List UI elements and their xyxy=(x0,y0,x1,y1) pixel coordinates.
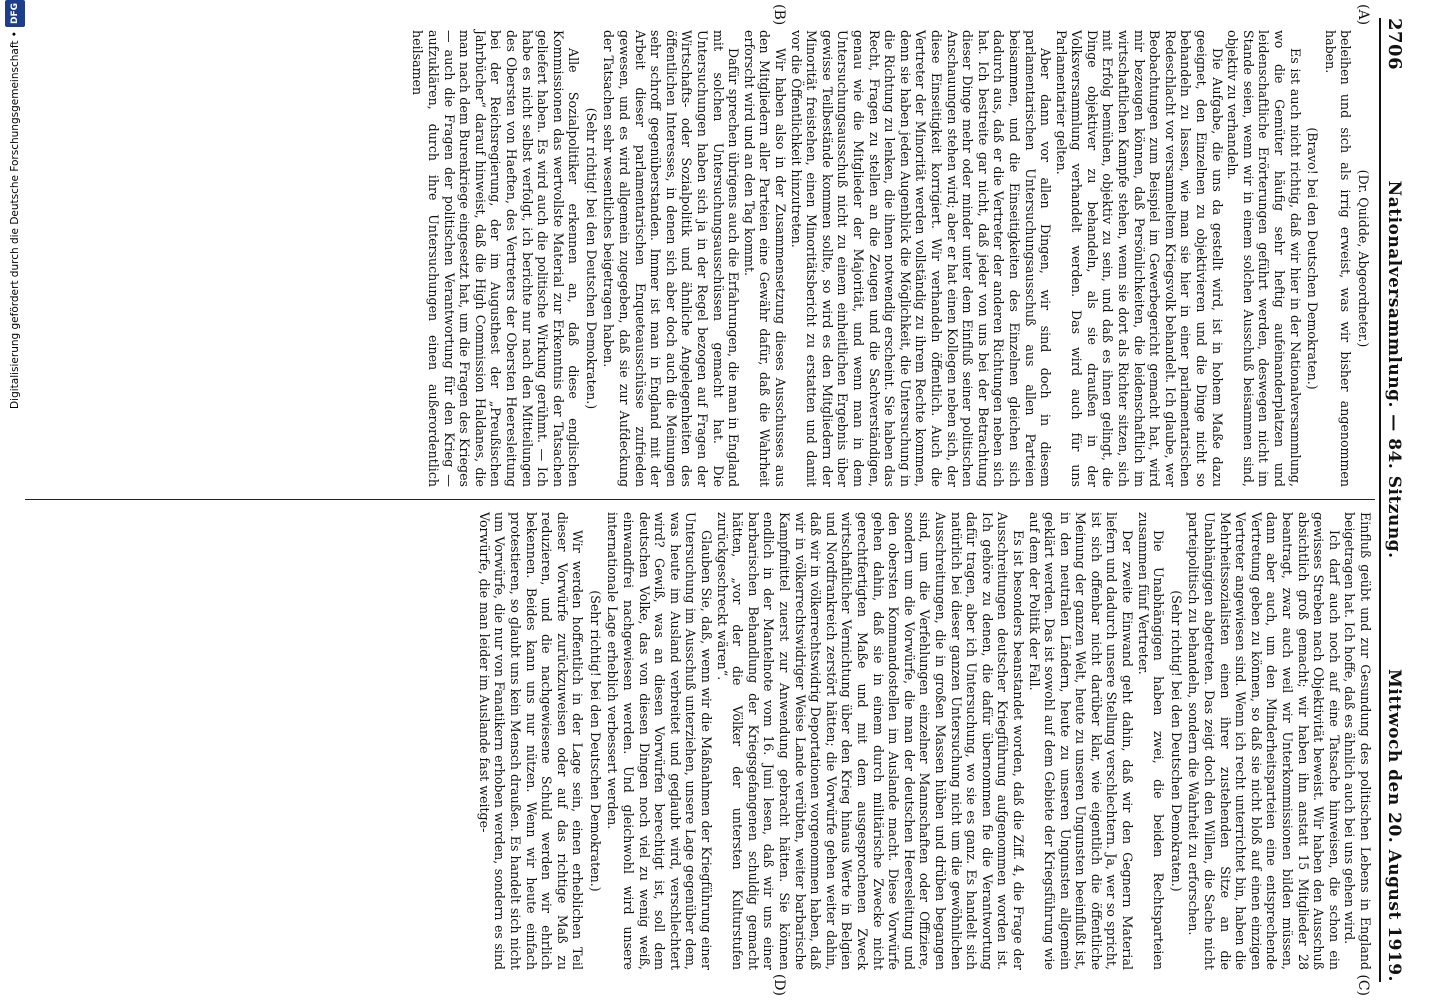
left-column xyxy=(25,18,1375,500)
interjection: (Sehr richtig! bei den Deutschen Demokraten.) xyxy=(587,590,603,892)
paragraph: Glauben Sie, daß, wenn wir die Maßnahmen der Kriegführung einer Untersuchung im Ausschuß unterziehen, unsere Lage gegenüber dem, was heute im Ausland verbreitet und geglaubt wird, verschlechtert wird? Gewiß, was an diesen Vorwürfen berechtigt ist, soll dem deutschen Volke, das von diesen Dingen noch viel zu wenig weiß, einwandfrei nachgewiesen werden. Und gleichwohl wird unsere internationale Lage erheblich verbessert werden. xyxy=(605,512,715,970)
speaker-line: (Dr. Quidde, Abgeordneter.) xyxy=(1356,169,1371,348)
paragraph: Wir werden hoffentlich in der Lage sein, einen erheblichen Teil dieser Vorwürfe zurückzuweisen oder auf das richtige Maß zu reduzieren, und die nachgewiesene Schuld werden wir ehrlich bekennen. Beides kann uns nur nützen. Wenn wir heute einfach protestieren, so glaubt uns kein Mensch draußen. Es handelt sich nicht um Vorwürfe, die nur von Fanatikern erhoben werden, sondern es sind Vorwürfe, die man leider im Auslande fast weitge- xyxy=(476,512,586,970)
paragraph: Alle Sozialpolitiker erkennen an, daß diese englischen Kommissionen das wertvollste Material zur Erkenntnis der Tatsachen geliefert haben. Es wird auch die politische Wirkung gerühmt. — Ich habe es nicht selbst verfolgt, ich berichte nur nach den Mitteilungen des Obersten von Haeften, des Vertreters der Obersten Heeresleitung bei der Reichsregierung, der im Augusthest der „Preußischen Jahrbücher“ darauf hinweist, daß die High Commission Haldanes, die man nach dem Burenkriege eingesetzt hat, um die Fragen des Krieges — auch die Fragen der politischen Verantwortung für den Krieg — aufzuklären, durch ihre Untersuchungen einen außerordentlich heilsamen xyxy=(410,30,582,487)
interjection: (Bravo! bei den Deutschen Demokraten.) xyxy=(1305,127,1321,390)
page-title: Nationalversammlung. — 84. Sitzung. xyxy=(1384,180,1404,559)
dfg-logo: DFG xyxy=(5,0,25,27)
interjection: (Sehr richtig! bei den Deutschen Demokraten.) xyxy=(1168,590,1184,892)
paragraph: Es ist besonders beanstandet worden, daß die Ziff. 4, die Frage der Ausschreitungen deutscher Kriegführung aufgenommen worden ist. Ich gehöre zu denen, die dafür übernommen fie die Verantwortung dafür tragen, aber ich Untersuchung, wo sie es ganz. Es handelt sich natürlich bei dieser ganzen Untersuchung nicht um die gewöhnlichen Ausschreitungen, die in großen Massen hüben und drüben begangen sind, um die Verfehlungen einzelner Mannschaften oder Offiziere, sondern um die Vorwürfe, die man der deutschen Heeresleitung und den obersten Kommandostellen im Auslande macht. Diese Vorwürfe gehen dahin, daß sie in einem durch militärische Zwecke nicht gerechtfertigten Maße und mit dem ausgesprochenen Zweck wirtschaftlicher Vernichtung über den Krieg hinaus Werte in Belgien und Nordfrankreich zerstört hätten; die Vorwürfe gehen weiter dahin, daß wir in völkerrechtswidrig Deportationen vorgenommen haben, daß wir in völkerrechtswidriger Weise Lande verübten, weiter barbarische Kampfmittel zuerst zur Anwendung gebracht hätten. Sie können endlich in der Mantelnote vom 16. Juni lesen, daß wir uns einer barbarischen Behandlung der Kriegsgefangenen schuldig gemacht hätten, „vor der die Völker der untersten Kulturstufen zurückgeschreckt wären“. xyxy=(714,512,1026,970)
page-number: 2706 xyxy=(1384,18,1405,71)
digitization-credit xyxy=(6,0,24,994)
document-page xyxy=(14,0,1418,1000)
page-date: Mittwoch den 20. August 1919. xyxy=(1384,669,1404,982)
paragraph: Die Aufgabe, die uns da gestellt wird, ist in hohem Maße dazu geeignet, den Einzelnen zu objektivieren und die Dinge nicht so behandeln zu lassen, wie man sie hier in einer parlamentarischen Redeschlacht vor versammeltem Kriegsvolk behandelt. Ich glaube, wer Beobachtungen zum Beispiel im Gewerbegericht gemacht hat, wird mir bezeugen können, daß Persönlichkeiten, die leidenschaftlich im wirtschaftlichen Kampfe stehen, wenn sie dort als Richter sitzen, sich mit Erfolg bemühen, objektiv zu sein, und daß es ihnen gelingt, die Dinge objektiver zu behandeln, als sie draußen in der Volksversammlung verhandelt werden. Das wird auch für uns Parlamentarier gelten. xyxy=(1053,30,1225,487)
paragraph: Einfluß geübt und zur Gesundung des politischen Lebens in England beigetragen hat. Ich hoffe, daß es ähnlich auch bei uns gehen wird. xyxy=(1342,512,1373,970)
paragraph: Dafür sprechen übrigens auch die Erfahrungen, die man in England mit solchen Untersuchungsausschüssen gemacht hat. Die Untersuchungen haben sich ja in der Regel bezogen auf Fragen der Wirtschafts- oder Sozialpolitik und ähnliche Angelegenheiten des öffentlichen Interesses, in denen sich aber doch auch die Meinungen sehr schroff gegenüberstanden. Immer ist man in England mit der Arbeit dieser parlamentarischen Enqueteausschüsse zufrieden gewesen, und es wird allgemein zugegeben, daß sie zur Aufdeckung der Tatsachen sehr wesentliches beigetragen haben. xyxy=(601,30,742,487)
paragraph: Aber dann vor allen Dingen, wir sind doch in diesem parlamentarischen Untersuchungsausschuß aus allen Parteien beisammen, und die Einseitigkeiten des Einzelnen gleichen sich dadurch aus, daß er die Vertreter der anderen Richtungen neben sich hat. Ich bestreite gar nicht, daß jeder von uns bei der Betrachtung dieser Dinge mehr oder minder unter dem Einfluß seiner politischen Anschauungen stehen wird; aber er hat einen Kollegen neben sich, der diese Einseitigkeit korrigiert. Wir verhandeln öffentlich. Auch die Vertreter der Minorität werden vollständig zu ihrem Rechte kommen, denn sie haben jeden Augenblick die Möglichkeit, die Untersuchung in die Richtung zu lenken, die ihnen notwendig erscheint. Sie haben das Recht, Fragen zu stellen an die Zeugen und die Sachverständigen, genau wie die Mitglieder der Majorität, und wenn man in dem Untersuchungsausschuß nicht zu einem einheitlichen Ergebnis über gewisse Teilbestände kommen sollte, so wird es den Mitgliedern der Minorität freistehen, einen Minoritätsbericht zu erstatten und damit vor die Öffentlichkeit hinzutreten. xyxy=(788,30,1054,487)
credit-text: Digitalisierung gefördert durch die Deutsche Forschungsgemeinschaft • xyxy=(9,31,21,409)
margin-marker-d: (D) xyxy=(771,973,787,996)
paragraph: Der zweite Einwand geht dahin, daß wir den Gegnern Material liefern und dadurch unsere Stellung verschlechtern. Ja, wer so spricht, ist sich offenbar nicht darüber klar, wie eigentlich die öffentliche Meinung der ganzen Welt, heute zu unseren Ungunsten beeinflußt ist, in den neutralen Ländern, heute zu unseren Ungunsten allgemein geklärt werden. Das ist sowohl auf dem Gebiete der Kriegsführung wie auf dem der Politik der Fall. xyxy=(1026,512,1136,970)
paragraph: Wir haben also in der Zusammensetzung dieses Ausschusses aus den Mitgliedern aller Parteien eine Gewähr dafür, daß die Wahrheit erforscht wird und an den Tag kommt. xyxy=(741,30,789,487)
paragraph: Es ist auch nicht richtig, daß wir hier in der Nationalversammlung, wo die Gemüter häufig sehr heftig aufeinanderplatzen und leidenschaftliche Erörterungen geführt werden, deswegen nicht im Stande seien, wenn wir in einem solchen Ausschuß beisammen sind, objektiv zu verhandeln. xyxy=(1225,30,1303,487)
paragraph: Ich darf auch noch auf eine Tatsache hinweisen, die schon ein gewisses Streben nach Objektivität beweist. Wir haben den Ausschuß absichtlich groß gemacht; wir haben ihn anstatt 15 Mitglieder 28 beantragt, zwar auch weil wir Unterkommissionen bilden müssen, dann aber auch, um den Minderheitsparteien eine entsprechende Vertretung geben zu können, so daß sie nicht bloß auf einen einzigen Vertreter angewiesen sind. Wenn ich recht unterrichtet bin, haben die Mehrheitssozialisten einen ihrer zustehenden Sitze an die Unabhängigen abgetreten. Das zeigt doch den Willen, die Sache nicht parteipolitisch zu behandeln, sondern die Wahrheit zu erforschen. xyxy=(1186,512,1342,970)
paragraph: beleihen und sich als irrig erweist, was wir bisher angenommen haben. xyxy=(1322,30,1354,487)
text-columns xyxy=(25,4,1375,996)
interjection: (Sehr richtig! bei den Deutschen Demokraten.) xyxy=(583,107,599,410)
page-header xyxy=(1379,18,1412,982)
margin-marker-c: (C) xyxy=(1355,974,1371,996)
paragraph: Die Unabhängigen haben zwei, die beiden Rechtsparteien zusammen fünf Vertreter. xyxy=(1135,512,1167,970)
margin-marker-b: (B) xyxy=(771,4,787,26)
margin-marker-a: (A) xyxy=(1355,4,1371,26)
right-column xyxy=(25,500,1375,982)
